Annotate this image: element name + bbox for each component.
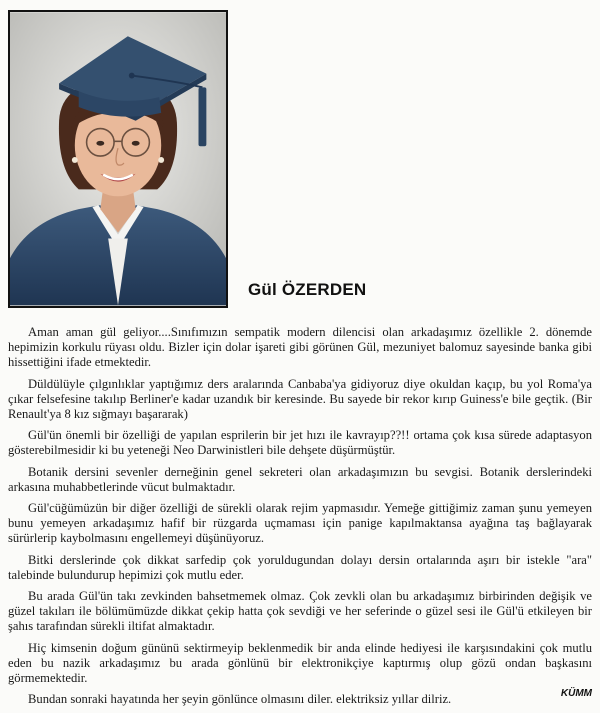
biography-text	[8, 325, 592, 713]
paragraph: Botanik dersini sevenler derneğinin genel sekreteri olan arkadaşımızın bu sevgisi. Botanik derslerindeki arkasına muhabbetlerinde vücut bulmaktadır.	[8, 464, 592, 494]
student-name: Gül ÖZERDEN	[248, 280, 367, 299]
paragraph: Bu arada Gül'ün takı zevkinden bahsetmemek olmaz. Çok zevkli olan bu arkadaşımız birbirinden değişik ve güzel takıları ile bölümümüzde dikkat çekip hatta çok sevdiği ve her seferinde o güzel sesi ile Gül'ü etkileyen bir şahıs tarafından sürekli iltifat almaktadır.	[8, 589, 592, 634]
paragraph: Gül'cüğümüzün bir diğer özelliği de sürekli olarak rejim yapmasıdır. Yemeğe gittiğimiz zaman şunu yemeyen bunu yemeyen arkadaşımız hafif bir rüzgarda uçmaması için panige kapılmaktansa ayağına taş bağlayarak sürürlerip kaybolmasını engellemeyi düşünüyoruz.	[8, 501, 592, 546]
paragraph: Bitki derslerinde çok dikkat sarfedip çok yoruldugundan dolayı dersin ortalarında aşırı bir istekle "ara" talebinde bulundurup hepimizi çok mutlu eder.	[8, 552, 592, 582]
paragraph: Gül'ün önemli bir özelliği de yapılan esprilerin bir jet hızı ile kavrayıp??!! ortama çok kısa sürede adaptasyon gösterebilmesidir ki bu yeteneği Neo Darwinistleri bile dehşete düşürmüştür.	[8, 428, 592, 458]
paragraph: Hiç kimsenin doğum gününü sektirmeyip beklenmedik bir anda elinde hediyesi ile karşısındakini çok mutlu eden bu nazik arkadaşımız bu arada gönlünü bir elektronikçiye kaptırmış olup gözü ondan başkasını görmemektedir.	[8, 640, 592, 686]
author-signature: KÜMM	[560, 688, 592, 699]
paragraph: Aman aman gül geliyor....Sınıfımızın sempatik modern dilencisi olan arkadaşımız özellikle 2. dönemde hepimizin korkulu rüyası oldu. Bizler için dolar işareti gibi görünen Gül, mezuniyet balomuz sayesinde banka gibi hissettiğini ifade etmektedir.	[8, 325, 592, 370]
paragraph: Bundan sonraki hayatında her şeyin gönlünce olmasını diler. elektriksiz yıllar dilriz.	[28, 692, 452, 707]
paragraph: Düldülüyle çılgınlıklar yaptığımız ders aralarında Canbaba'ya gidiyoruz diye okuldan kaçıp, bu yol Roma'ya çıkar felsefesine takılıp Berliner'e kadar uzandık bir keresinde. Bu sayede bir rekor kırıp Guiness'e bile geçtik. (Bir Renault'ya 8 kız sığmayı başararak)	[8, 376, 592, 422]
portrait-illustration	[10, 12, 226, 306]
graduate-portrait-photo	[8, 10, 228, 308]
